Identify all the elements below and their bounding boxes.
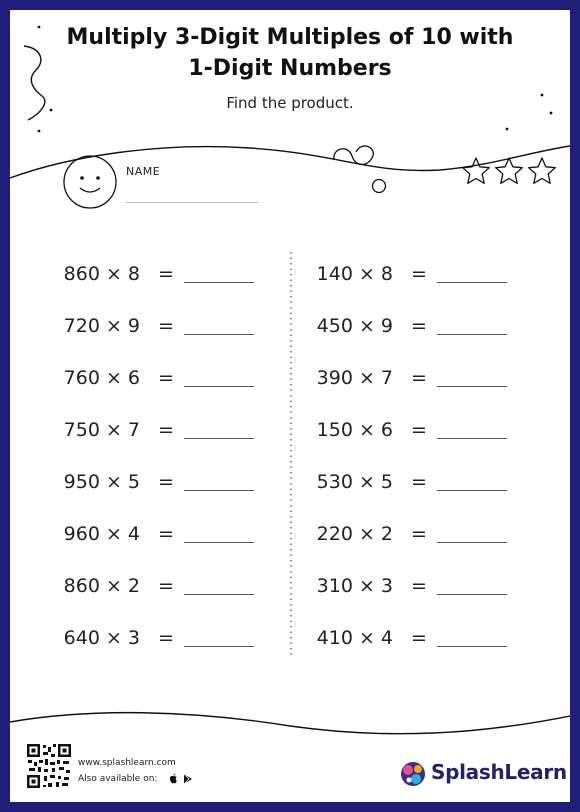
circle-decoration <box>373 180 386 193</box>
equals-sign: = <box>158 627 174 649</box>
problem-expression: 410 × 4 <box>316 627 393 649</box>
answer-blank[interactable] <box>184 490 254 491</box>
google-play-icon[interactable] <box>184 774 192 784</box>
problem-expression: 530 × 5 <box>316 471 393 493</box>
problem-expression: 750 × 7 <box>63 419 140 441</box>
worksheet <box>10 10 570 802</box>
answer-blank[interactable] <box>437 646 507 647</box>
equals-sign: = <box>158 575 174 597</box>
app-store-icons <box>168 773 198 785</box>
splashlearn-logo-icon[interactable] <box>398 758 428 788</box>
problem-expression: 450 × 9 <box>316 315 393 337</box>
equals-sign: = <box>158 523 174 545</box>
star-icon <box>463 158 490 183</box>
also-available-label: Also available on: <box>78 774 158 784</box>
equals-sign: = <box>411 471 427 493</box>
equals-sign: = <box>411 523 427 545</box>
brand-name[interactable]: SplashLearn <box>431 760 567 784</box>
title-line-2: 1-Digit Numbers <box>188 56 392 81</box>
equals-sign: = <box>411 263 427 285</box>
answer-blank[interactable] <box>184 282 254 283</box>
answer-blank[interactable] <box>437 334 507 335</box>
sparkle-dot <box>506 128 509 131</box>
instruction-text: Find the product. <box>226 94 354 112</box>
equals-sign: = <box>158 263 174 285</box>
answer-blank[interactable] <box>437 438 507 439</box>
answer-blank[interactable] <box>437 282 507 283</box>
problem-expression: 950 × 5 <box>63 471 140 493</box>
problem-expression: 720 × 9 <box>63 315 140 337</box>
equals-sign: = <box>158 315 174 337</box>
answer-blank[interactable] <box>184 438 254 439</box>
answer-blank[interactable] <box>437 594 507 595</box>
apple-icon[interactable] <box>170 774 177 784</box>
equals-sign: = <box>411 575 427 597</box>
equals-sign: = <box>411 315 427 337</box>
star-icon <box>529 158 556 183</box>
problem-expression: 140 × 8 <box>316 263 393 285</box>
problem-expression: 960 × 4 <box>63 523 140 545</box>
problem-expression: 150 × 6 <box>316 419 393 441</box>
problem-expression: 640 × 3 <box>63 627 140 649</box>
answer-blank[interactable] <box>184 386 254 387</box>
equals-sign: = <box>158 419 174 441</box>
website-link[interactable]: www.splashlearn.com <box>78 758 176 768</box>
problem-expression: 860 × 2 <box>63 575 140 597</box>
equals-sign: = <box>158 367 174 389</box>
title-line-1: Multiply 3-Digit Multiples of 10 with <box>66 25 514 50</box>
equals-sign: = <box>411 419 427 441</box>
equals-sign: = <box>411 627 427 649</box>
problem-expression: 860 × 8 <box>63 263 140 285</box>
answer-blank[interactable] <box>437 490 507 491</box>
qr-code-icon[interactable] <box>26 743 72 789</box>
problem-expression: 390 × 7 <box>316 367 393 389</box>
answer-blank[interactable] <box>184 542 254 543</box>
problem-expression: 760 × 6 <box>63 367 140 389</box>
sparkle-dot <box>550 112 553 115</box>
sparkle-dot <box>38 130 41 133</box>
answer-blank[interactable] <box>437 542 507 543</box>
star-icon <box>496 158 523 183</box>
answer-blank[interactable] <box>184 594 254 595</box>
curl-decoration <box>334 146 373 165</box>
equals-sign: = <box>158 471 174 493</box>
worksheet-title <box>10 22 570 84</box>
name-field[interactable] <box>126 202 258 203</box>
footer-wave <box>10 713 570 734</box>
decorative-background <box>10 10 570 802</box>
name-label: NAME <box>126 165 161 178</box>
problem-expression: 220 × 2 <box>316 523 393 545</box>
answer-blank[interactable] <box>437 386 507 387</box>
header-wave <box>10 146 570 178</box>
problem-expression: 310 × 3 <box>316 575 393 597</box>
equals-sign: = <box>411 367 427 389</box>
answer-blank[interactable] <box>184 334 254 335</box>
answer-blank[interactable] <box>184 646 254 647</box>
smiley-face-icon <box>64 156 116 208</box>
